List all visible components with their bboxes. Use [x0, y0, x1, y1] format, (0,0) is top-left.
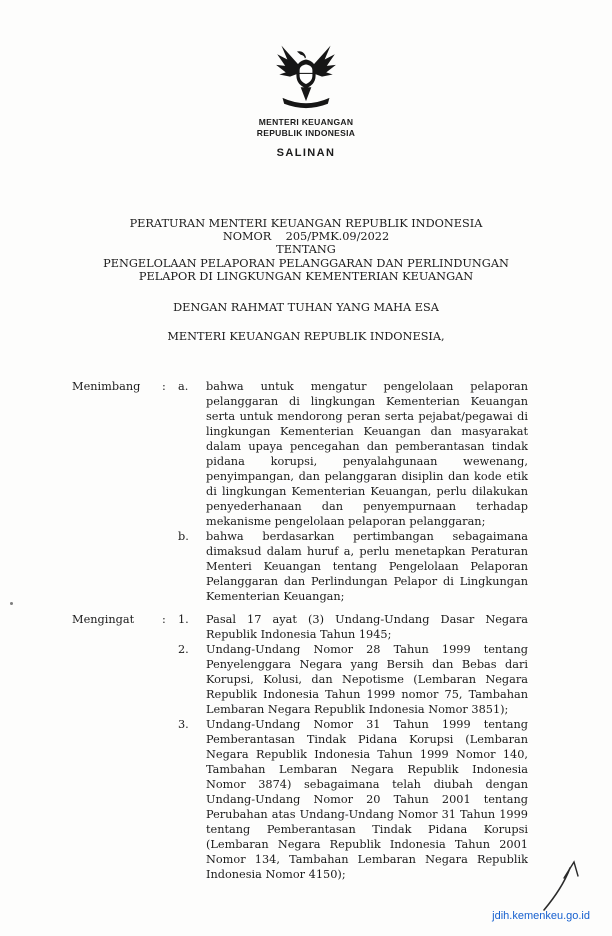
legal-basis-item-text: Pasal 17 ayat (3) Undang-Undang Dasar Negara Republik Indonesia Tahun 1945; [206, 613, 528, 642]
document-title-block [0, 217, 612, 343]
spacer-cell [72, 642, 162, 717]
spacer-cell [162, 529, 178, 604]
consideration-item-marker: b. [178, 530, 189, 544]
legal-basis-label: Mengingat [72, 613, 135, 627]
ministry-name-line2: REPUBLIK INDONESIA [256, 128, 356, 138]
spacer-cell [162, 642, 178, 717]
authority-line: MENTERI KEUANGAN REPUBLIK INDONESIA, [167, 330, 445, 344]
consideration-item-text: bahwa berdasarkan pertimbangan sebagaimana dimaksud dalam huruf a, perlu menetapkan Peraturan Menteri Keuangan tentang Pengelolaan Pelaporan Pelanggaran dan Perlindungan Pelapor di Lingkungan Kementerian Keuangan; [206, 530, 528, 604]
subject-line2: PELAPOR DI LINGKUNGAN KEMENTERIAN KEUANGAN [138, 269, 474, 283]
legal-basis-item-marker: 1. [178, 613, 189, 627]
regulation-number-line: NOMOR 205/PMK.09/2022 [222, 230, 390, 244]
jdih-footer-link[interactable]: jdih.kemenkeu.go.id [492, 910, 590, 922]
pen-mark-annotation [540, 858, 582, 914]
colon-separator: : [162, 613, 166, 627]
considerations-label: Menimbang [72, 380, 141, 394]
spacer-cell [72, 717, 162, 882]
ministry-name [0, 117, 612, 139]
subject-line1: PENGELOLAAN PELAPORAN PELANGGARAN DAN PERLINDUNGAN [103, 256, 509, 270]
legal-basis-item-text: Undang-Undang Nomor 28 Tahun 1999 tentang Penyelenggara Negara yang Bersih dan Bebas dari Korupsi, Kolusi, dan Nepotisme (Lembaran Negara Republik Indonesia Tahun 1999 nomor 75, Tambahan Lembaran Negara Republik Indonesia Nomor 3851); [206, 643, 528, 717]
copy-status-label: SALINAN [276, 147, 336, 159]
legal-basis-item-marker: 2. [178, 643, 189, 657]
consideration-item-marker: a. [178, 380, 189, 394]
legal-basis-item-marker: 3. [178, 718, 189, 732]
invocation-line: DENGAN RAHMAT TUHAN YANG MAHA ESA [173, 301, 439, 315]
ink-dot-artifact [10, 602, 13, 605]
tentang-label: TENTANG [276, 243, 336, 257]
regulation-title-line: PERATURAN MENTERI KEUANGAN REPUBLIK INDONESIA [129, 217, 483, 230]
spacer-cell [72, 529, 162, 604]
spacer-cell [162, 717, 178, 882]
legal-basis-section [72, 612, 528, 882]
ministry-name-line1: MENTERI KEUANGAN [258, 117, 354, 127]
colon-separator: : [162, 380, 166, 394]
considerations-section [72, 379, 528, 604]
legal-basis-item-text: Undang-Undang Nomor 31 Tahun 1999 tentang Pemberantasan Tindak Pidana Korupsi (Lembaran Negara Republik Indonesia Tahun 1999 Nomor 140, Tambahan Lembaran Negara Republik Indonesia Nomor 3874) sebagaimana telah diubah dengan Undang-Undang Nomor 20 Tahun 2001 tentang Perubahan atas Undang-Undang Nomor 31 Tahun 1999 tentang Pemberantasan Tindak Pidana Korupsi (Lembaran Negara Republik Indonesia Tahun 2001 Nomor 134, Tambahan Lembaran Negara Republik Indonesia Nomor 4150); [206, 718, 528, 882]
clauses [72, 379, 528, 882]
garuda-pancasila-emblem-icon [0, 38, 612, 112]
letterhead [0, 0, 612, 159]
consideration-item-text: bahwa untuk mengatur pengelolaan pelaporan pelanggaran di lingkungan Kementerian Keuangan serta untuk mendorong peran serta pejabat/pegawai di lingkungan Kementerian Keuangan dan masyarakat dalam upaya pencegahan dan pemberantasan tindak pidana korupsi, penyalahgunaan wewenang, penyimpangan, dan pelanggaran disiplin dan kode etik di lingkungan Kementerian Keuangan, perlu dilakukan penyederhanaan dan penyempurnaan terhadap mekanisme pengelolaan pelaporan pelanggaran; [206, 380, 528, 529]
